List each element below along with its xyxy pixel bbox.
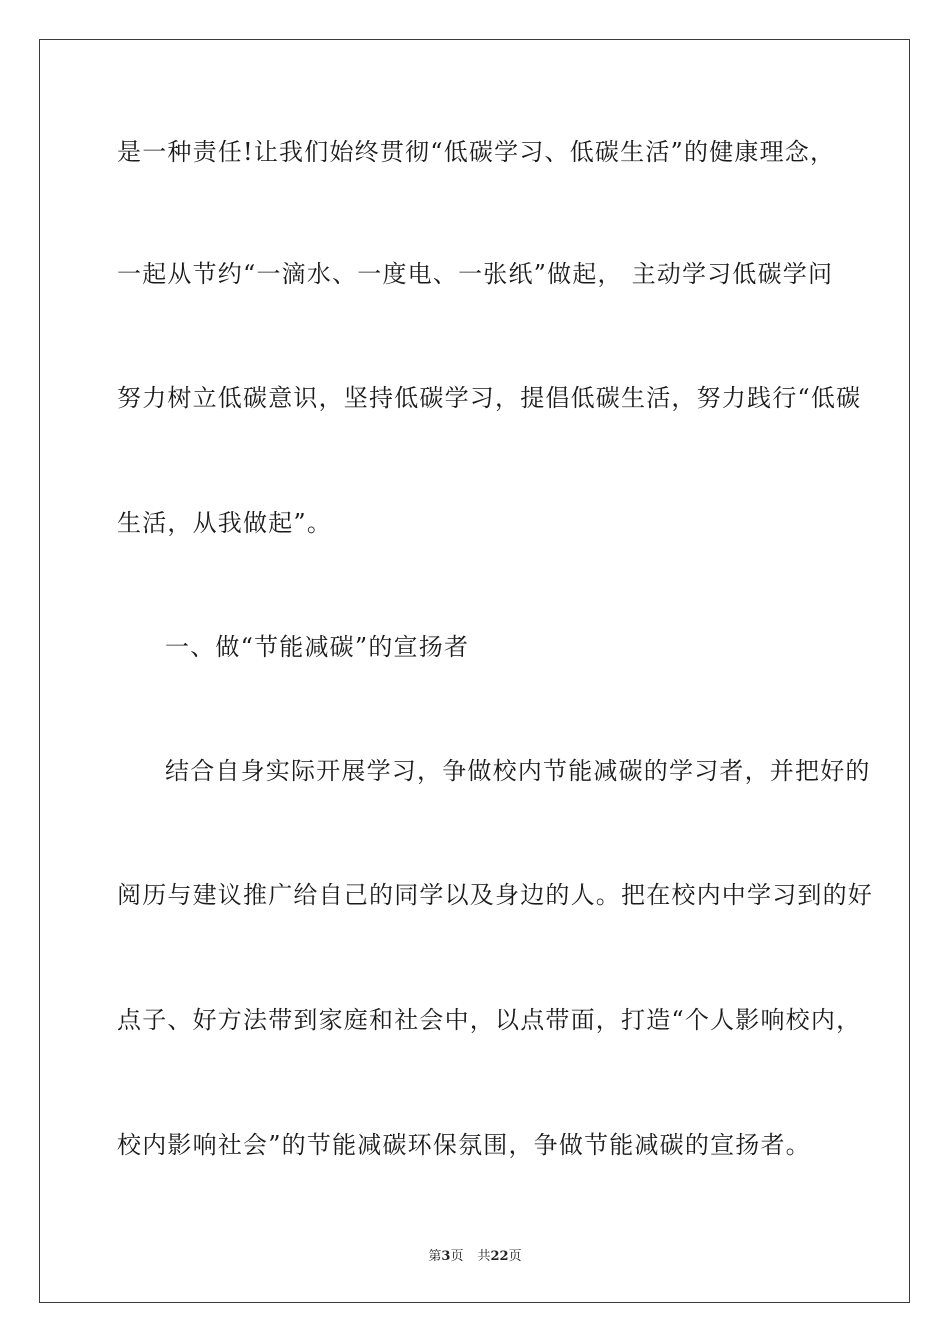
paragraph-line-2: 一起从节约“一滴水、一度电、一张纸”做起， 主动学习低碳学问	[117, 260, 834, 288]
page-footer	[0, 1249, 950, 1265]
section-heading: 一、做“节能减碳”的宣扬者	[165, 633, 470, 661]
page-number: 第3页	[428, 1249, 464, 1264]
paragraph-line-5: 结合自身实际开展学习，争做校内节能减碳的学习者，并把好的	[165, 757, 871, 785]
page-total: 共22页	[477, 1249, 522, 1264]
paragraph-line-1: 是一种责任!让我们始终贯彻“低碳学习、低碳生活”的健康理念，	[117, 138, 836, 166]
paragraph-line-3: 努力树立低碳意识，坚持低碳学习，提倡低碳生活，努力践行“低碳	[117, 384, 862, 412]
paragraph-line-4: 生活，从我做起”。	[117, 509, 333, 537]
paragraph-line-8: 校内影响社会”的节能减碳环保氛围，争做节能减碳的宣扬者。	[117, 1131, 811, 1159]
page-border	[39, 39, 910, 1303]
paragraph-line-7: 点子、好方法带到家庭和社会中，以点带面，打造“个人影响校内，	[117, 1006, 862, 1034]
paragraph-line-6: 阅历与建议推广给自己的同学以及身边的人。把在校内中学习到的好	[117, 881, 873, 909]
